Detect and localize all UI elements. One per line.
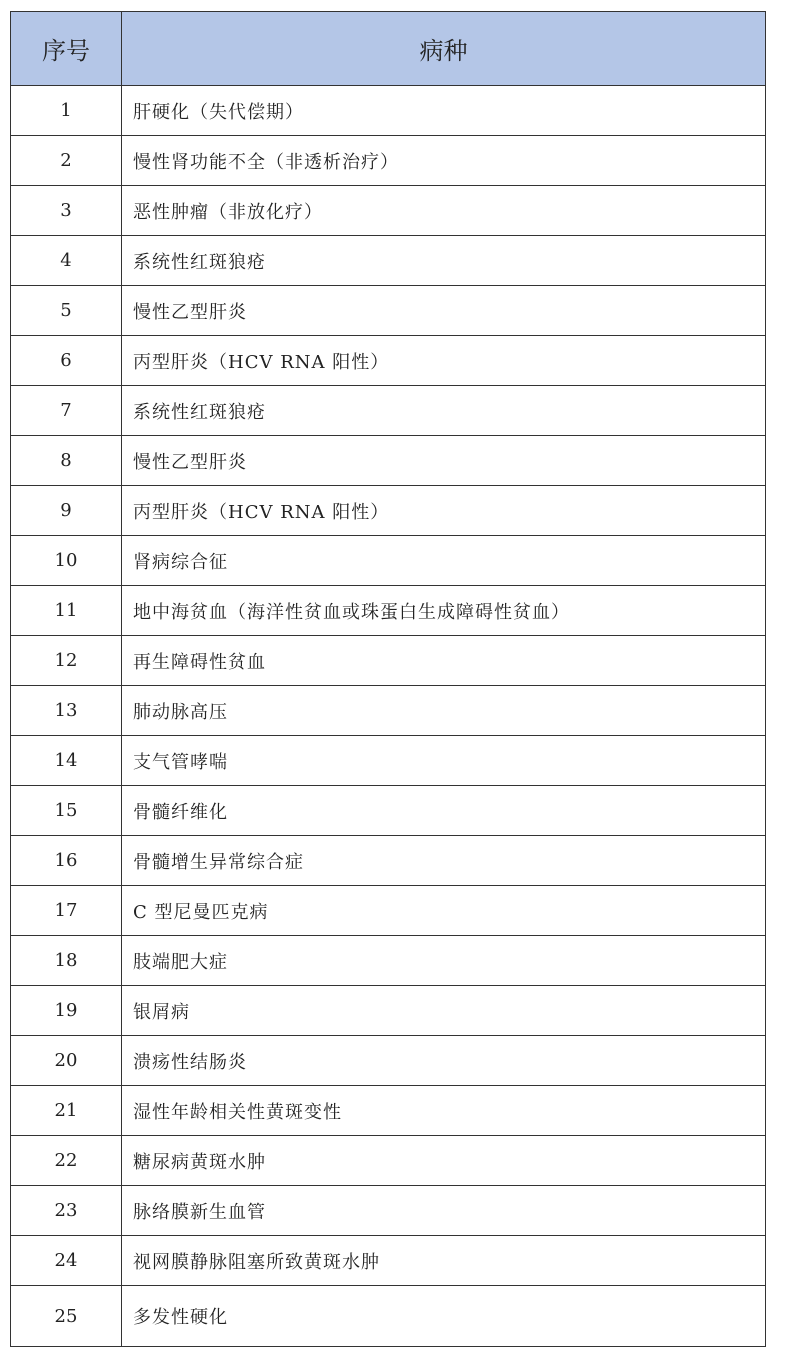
row-disease: 骨髓增生异常综合症 [122,836,766,886]
row-number: 7 [11,386,122,436]
row-number: 14 [11,736,122,786]
row-disease: 慢性肾功能不全（非透析治疗） [122,136,766,186]
row-disease: 骨髓纤维化 [122,786,766,836]
row-disease: 丙型肝炎（HCV RNA 阳性） [122,486,766,536]
table-row [11,186,766,236]
table-row [11,1136,766,1186]
row-number: 20 [11,1036,122,1086]
row-number: 18 [11,936,122,986]
row-disease: 多发性硬化 [122,1286,766,1347]
table-row [11,386,766,436]
table-row [11,1186,766,1236]
table-row [11,586,766,636]
row-number: 13 [11,686,122,736]
row-number: 16 [11,836,122,886]
table-header-row [11,12,766,86]
row-disease: 肺动脉高压 [122,686,766,736]
row-disease: 湿性年龄相关性黄斑变性 [122,1086,766,1136]
row-disease: 系统性红斑狼疮 [122,386,766,436]
row-disease: C 型尼曼匹克病 [122,886,766,936]
row-disease: 地中海贫血（海洋性贫血或珠蛋白生成障碍性贫血） [122,586,766,636]
row-number: 25 [11,1286,122,1347]
table-row [11,236,766,286]
row-number: 5 [11,286,122,336]
row-disease: 视网膜静脉阻塞所致黄斑水肿 [122,1236,766,1286]
table-row [11,1236,766,1286]
row-number: 9 [11,486,122,536]
row-disease: 系统性红斑狼疮 [122,236,766,286]
row-number: 23 [11,1186,122,1236]
row-number: 8 [11,436,122,486]
row-number: 11 [11,586,122,636]
row-number: 21 [11,1086,122,1136]
table-row [11,836,766,886]
table-row [11,1036,766,1086]
row-disease: 再生障碍性贫血 [122,636,766,686]
row-number: 24 [11,1236,122,1286]
row-number: 4 [11,236,122,286]
table-row [11,786,766,836]
row-disease: 丙型肝炎（HCV RNA 阳性） [122,336,766,386]
header-number: 序号 [11,12,122,86]
row-disease: 肝硬化（失代偿期） [122,86,766,136]
table-row [11,1286,766,1347]
table-row [11,986,766,1036]
table-row [11,436,766,486]
row-number: 19 [11,986,122,1036]
row-disease: 溃疡性结肠炎 [122,1036,766,1086]
row-disease: 支气管哮喘 [122,736,766,786]
table-row [11,86,766,136]
row-disease: 慢性乙型肝炎 [122,286,766,336]
disease-table [10,11,766,1347]
row-disease: 糖尿病黄斑水肿 [122,1136,766,1186]
table-row [11,636,766,686]
row-disease: 肾病综合征 [122,536,766,586]
table-row [11,136,766,186]
row-disease: 银屑病 [122,986,766,1036]
table-row [11,886,766,936]
table-row [11,336,766,386]
row-disease: 脉络膜新生血管 [122,1186,766,1236]
row-disease: 恶性肿瘤（非放化疗） [122,186,766,236]
row-number: 17 [11,886,122,936]
table-row [11,686,766,736]
row-disease: 慢性乙型肝炎 [122,436,766,486]
table-row [11,736,766,786]
row-number: 10 [11,536,122,586]
table-row [11,536,766,586]
row-number: 12 [11,636,122,686]
row-number: 3 [11,186,122,236]
table-row [11,1086,766,1136]
row-disease: 肢端肥大症 [122,936,766,986]
table-row [11,486,766,536]
row-number: 22 [11,1136,122,1186]
table-row [11,286,766,336]
row-number: 15 [11,786,122,836]
table-row [11,936,766,986]
row-number: 6 [11,336,122,386]
row-number: 1 [11,86,122,136]
header-disease: 病种 [122,12,766,86]
row-number: 2 [11,136,122,186]
